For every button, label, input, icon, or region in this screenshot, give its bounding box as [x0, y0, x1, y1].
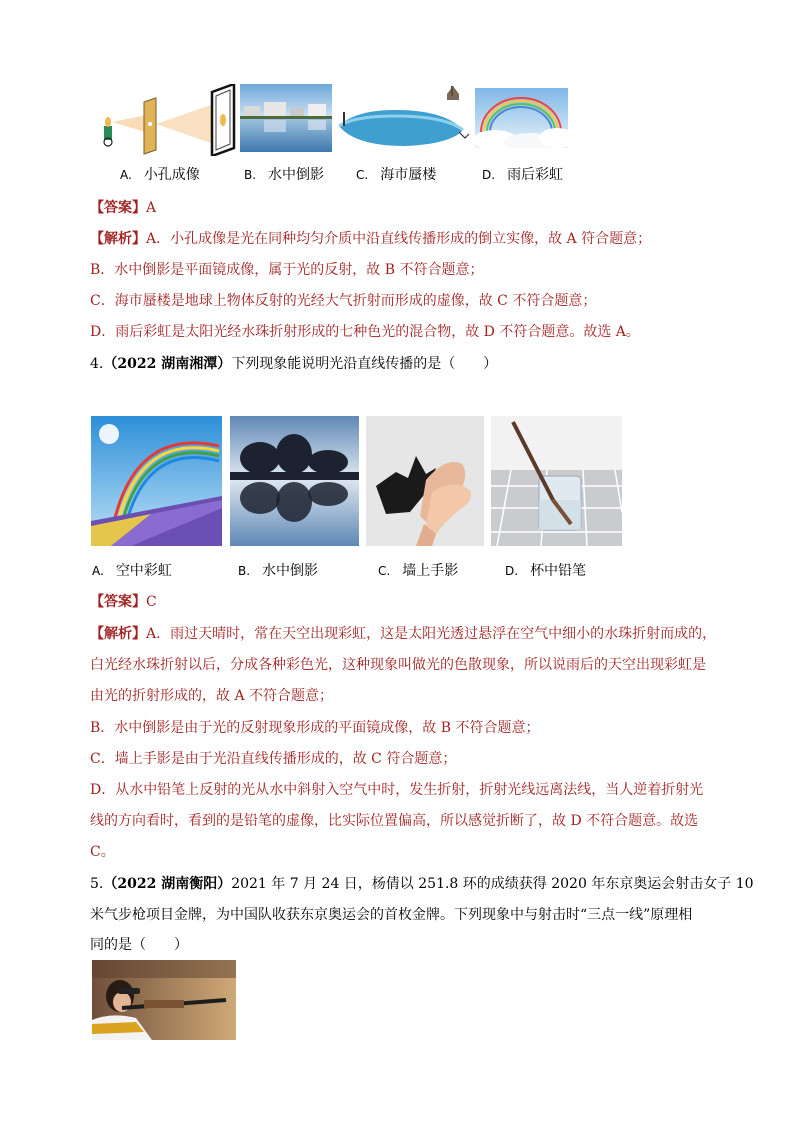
pinhole-imaging-figure	[92, 84, 242, 156]
q3-analysis-line-3: C．海市蜃楼是地球上物体反射的光经大气折射而形成的虚像，故 C 不符合题意；	[90, 293, 597, 309]
q5-stem-line-2: 米气步枪项目金牌，为中国队收获东京奥运会的首枚金牌。下列现象中与射击时“三点一线”原理相	[90, 907, 693, 923]
q3-analysis-line-2: B．水中倒影是平面镜成像，属于光的反射，故 B 不符合题意；	[90, 262, 484, 278]
q3-answer: 【答案】A	[90, 200, 157, 216]
sky-rainbow-photo	[91, 416, 222, 546]
q5-stem-line-3: 同的是（ ）	[90, 937, 188, 953]
q4-analysis-line-3: 由光的折射形成的，故 A 不符合题意；	[90, 688, 334, 704]
q4-option-d: D. 杯中铅笔	[505, 563, 587, 579]
q3-analysis-line-1: 【解析】A．小孔成像是光在同种均匀介质中沿直线传播形成的倒立实像，故 A 符合题意；	[90, 231, 652, 247]
q4-stem: 4.（2022 湖南湘潭）下列现象能说明光沿直线传播的是（ ）	[90, 356, 498, 372]
q3-option-c: C. 海市蜃楼	[356, 167, 437, 183]
q3-analysis-line-4: D．雨后彩虹是太阳光经水珠折射形成的七种色光的混合物，故 D 不符合题意。故选 A。	[90, 324, 640, 340]
shooter-photo	[92, 960, 236, 1040]
q4-option-a: A. 空中彩虹	[92, 563, 172, 579]
q4-option-c: C. 墙上手影	[378, 563, 459, 579]
q4-analysis-line-4: B．水中倒影是由于光的反射现象形成的平面镜成像，故 B 不符合题意；	[90, 720, 540, 736]
q4-option-b: B. 水中倒影	[238, 563, 319, 579]
q5-stem-line-1: 5.（2022 湖南衡阳）2021 年 7 月 24 日，杨倩以 251.8 环的成绩获得 2020 年东京奥运会射击女子 10	[90, 876, 754, 892]
q3-option-d: D. 雨后彩虹	[482, 167, 564, 183]
q4-analysis-line-2: 白光经水珠折射以后，分成各种彩色光，这种现象叫做光的色散现象，所以说雨后的天空出现彩虹是	[90, 657, 706, 673]
mirage-figure	[335, 86, 473, 150]
q4-analysis-line-1: 【解析】A．雨过天晴时，常在天空出现彩虹，这是太阳光透过悬浮在空气中细小的水珠折射而成的，	[90, 626, 717, 642]
hand-shadow-photo	[366, 416, 484, 546]
q4-analysis-line-6: D．从水中铅笔上反射的光从水中斜射入空气中时，发生折射，折射光线远离法线，当人逆着折射光	[90, 782, 704, 798]
tree-reflection-photo	[230, 416, 359, 546]
q3-option-a: A. 小孔成像	[120, 167, 200, 183]
q3-option-b: B. 水中倒影	[244, 167, 325, 183]
q4-analysis-line-8: C。	[90, 844, 115, 860]
q4-analysis-line-5: C．墙上手影是由于光沿直线传播形成的，故 C 符合题意；	[90, 751, 457, 767]
rainbow-after-rain-photo	[475, 88, 568, 148]
q4-answer: 【答案】C	[90, 594, 157, 610]
pencil-in-cup-photo	[491, 416, 622, 546]
water-reflection-photo	[240, 84, 332, 152]
q4-analysis-line-7: 线的方向看时，看到的是铅笔的虚像，比实际位置偏高，所以感觉折断了，故 D 不符合题意。故选	[90, 813, 699, 829]
